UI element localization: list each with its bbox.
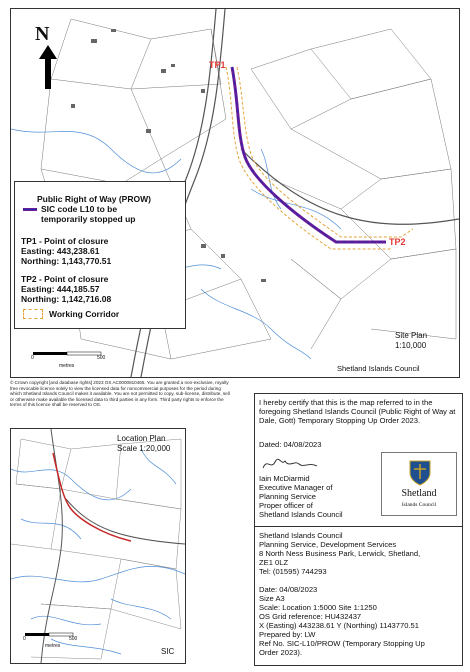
legend-tp2-easting: Easting: 444,185.57 xyxy=(21,284,100,294)
legend-tp2-northing: Northing: 1,142,716.08 xyxy=(21,294,112,304)
certificate-name: Iain McDiarmid xyxy=(259,474,310,483)
certificate-role-3: Proper officer of xyxy=(259,501,313,510)
certificate-dated: Dated: 04/08/2023 xyxy=(259,440,322,449)
info-tel: Tel: (01595) 744293 xyxy=(259,567,327,576)
legend-prow-swatch xyxy=(23,208,37,211)
site-council: Shetland Islands Council xyxy=(337,364,420,373)
location-scale-bar xyxy=(25,633,73,636)
certificate-role-1: Executive Manager of xyxy=(259,483,333,492)
location-corner-label: SIC xyxy=(161,647,175,656)
working-corridor-outline xyxy=(237,67,413,237)
info-address-1: 8 North Ness Business Park, Lerwick, Shetland, xyxy=(259,549,421,558)
tp1-label: TP1 xyxy=(209,60,226,70)
logo-subtext: Islands Council xyxy=(401,502,437,508)
site-caption-scale: 1:10,000 xyxy=(395,340,427,350)
location-scale-zero: 0 xyxy=(23,636,26,642)
certificate-role-2: Planning Service xyxy=(259,492,316,501)
logo-text: Shetland xyxy=(401,488,437,499)
council-crest-icon xyxy=(408,457,432,487)
legend-tp1-title: TP1 - Point of closure xyxy=(21,236,109,246)
info-grid-ref: OS Grid reference: HU432437 xyxy=(259,612,362,621)
site-scale-units: metres xyxy=(59,363,75,369)
info-ref-1: Ref No. SIC-L10/PROW (Temporary Stopping Up xyxy=(259,639,425,648)
certificate-box xyxy=(254,393,463,527)
site-caption-title: Site Plan xyxy=(395,331,428,340)
location-scale-units: metres xyxy=(45,643,61,649)
site-scale-bar xyxy=(33,352,101,355)
legend-tp1-easting: Easting: 443,238.61 xyxy=(21,246,100,256)
site-scale-max: 500 xyxy=(97,355,106,361)
location-scale-max: 500 xyxy=(69,636,78,642)
location-plan-title xyxy=(117,434,170,453)
info-coordinates: X (Easting) 443238.61 Y (Northing) 1143770.51 xyxy=(259,621,420,630)
legend-prow-desc-2: temporarily stopped up xyxy=(41,214,136,224)
location-plan-map xyxy=(10,428,186,664)
north-label: N xyxy=(35,23,50,45)
location-plan-basemap xyxy=(11,429,185,663)
location-route-line xyxy=(53,453,131,541)
info-prepared-by: Prepared by: LW xyxy=(259,630,316,639)
legend-corridor-swatch xyxy=(23,309,43,319)
info-scale: Scale: Location 1:5000 Site 1:1250 xyxy=(259,603,377,612)
certificate-text: I hereby certify that this is the map referred to in the foregoing Shetland Islands Council (Public Right of Way at Dale, Gott) Temporary Stopping Up Order 2023. xyxy=(259,398,456,425)
location-title-1: Location Plan xyxy=(117,434,166,443)
legend-prow-title: Public Right of Way (PROW) xyxy=(37,194,151,204)
signature-image xyxy=(261,456,321,472)
copyright-notice: © Crown copyright [and database rights] 2023 OS AC0000810465. You are granted a non-exclusive, royalty free revocable licence solely to view the licensed data for noncommercial purposes for the period during which Shetland Islands Council makes it available. You are not permitted to copy, sub-license, distribute, sell or otherwise make available the licensed data to third parties in any form. Third party rights to enforce the terms of this licence shall be reserved to OS. xyxy=(10,380,230,408)
map-legend xyxy=(14,181,186,329)
legend-tp2-title: TP2 - Point of closure xyxy=(21,274,109,284)
info-dept: Planning Service, Development Services xyxy=(259,540,397,549)
info-box xyxy=(254,526,463,666)
site-scale-zero: 0 xyxy=(31,355,34,361)
info-ref-2: Order 2023). xyxy=(259,648,303,657)
legend-prow-desc-1: SIC code L10 to be xyxy=(41,204,118,214)
council-logo xyxy=(381,452,457,516)
location-title-2: Scale 1:20,000 xyxy=(117,443,171,453)
legend-corridor-label: Working Corridor xyxy=(49,309,120,319)
info-date: Date: 04/08/2023 xyxy=(259,585,318,594)
info-size: Size A3 xyxy=(259,594,285,603)
info-org: Shetland Islands Council xyxy=(259,531,343,540)
certificate-role-4: Shetland Islands Council xyxy=(259,510,343,519)
tp2-label: TP2 xyxy=(389,237,406,247)
legend-tp1-northing: Northing: 1,143,770.51 xyxy=(21,256,112,266)
north-arrow-icon xyxy=(33,25,63,91)
prow-route-line xyxy=(232,67,386,242)
site-caption xyxy=(395,331,427,350)
info-address-2: ZE1 0LZ xyxy=(259,558,289,567)
